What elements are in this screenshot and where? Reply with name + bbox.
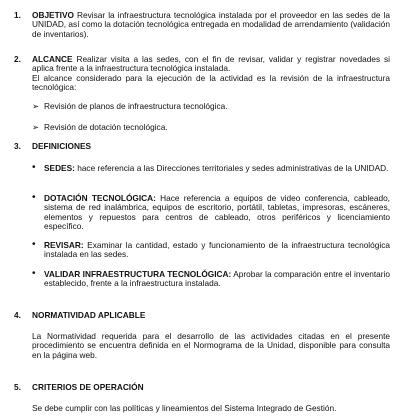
section-title: OBJETIVO [32,10,74,20]
bullet-dot-icon: • [32,162,36,173]
section-normatividad [14,311,390,320]
section-text-2: El alcance considerado para la ejecución de la actividad es la revisión de la infraestructura tecnológica: [32,72,390,93]
bullet-dot-icon: • [32,192,36,203]
section-alcance [14,55,390,93]
definition-text: Aprobar la comparación entre el inventario establecido, frente a la infraestructura instalada. [44,269,390,289]
section-title: CRITERIOS DE OPERACIÓN [32,382,144,392]
definition-item [14,194,390,232]
section-objetivo [14,11,390,39]
definition-term: DOTACIÓN TECNOLÓGICA: [44,193,156,203]
section-criterios-text [14,404,390,413]
section-number: 4. [14,310,21,320]
section-text: La Normatividad requerida para el desarrollo de las actividades citadas en el presente procedimiento se encuentra definida en el Normograma de la Unidad, disponible para consulta en la página web. [32,331,390,360]
section-number: 3. [14,141,21,151]
definition-item [14,270,390,289]
arrow-bullet-icon: ➢ [32,101,39,111]
bullet-item [14,102,390,111]
section-criterios [14,383,390,392]
definition-term: SEDES: [44,163,75,173]
bullet-item [14,123,390,132]
section-definiciones [14,142,390,151]
arrow-bullet-icon: ➢ [32,122,39,132]
section-text: Se debe cumplir con las políticas y lineamientos del Sistema Integrado de Gestión. [32,403,337,413]
section-title: ALCANCE [32,54,73,64]
definition-item [14,241,390,260]
definition-item [14,164,390,173]
section-text: Realizar visita a las sedes, con el fin de revisar, validar y registrar novedades si aplica frente a la infraestructura tecnológica instalada. [32,54,390,74]
bullet-dot-icon: • [32,239,36,250]
section-text: Revisar la infraestructura tecnológica instalada por el proveedor en las sedes de la UNIDAD, así como la dotación tecnológica entregada en modalidad de arrendamiento (validación de inventarios). [32,10,390,39]
definition-text: Examinar la cantidad, estado y funcionamiento de la infraestructura tecnológica instalada en las sedes. [44,240,390,260]
definition-text: Hace referencia a equipos de video conferencia, cableado, sistema de red inalámbrica, equipos de escritorio, portátil, tabletas, impresoras, escáneres, elementos y repuestos para centros de cableado, otros periféricos y licenciamiento específico. [44,193,390,232]
definition-term: REVISAR: [44,240,84,250]
bullet-text: Revisión de dotación tecnológica. [44,122,168,132]
section-title: DEFINICIONES [32,141,92,151]
bullet-text: Revisión de planos de infraestructura tecnológica. [44,101,228,111]
bullet-dot-icon: • [32,268,36,279]
section-title: NORMATIVIDAD APLICABLE [32,310,146,320]
section-number: 2. [14,54,21,64]
section-number: 1. [14,10,21,20]
section-normatividad-text [14,332,390,360]
definition-term: VALIDAR INFRAESTRUCTURA TECNOLÓGICA: [44,269,232,279]
definition-text: hace referencia a las Direcciones territoriales y sedes administrativas de la UNIDAD. [77,163,389,173]
section-number: 5. [14,382,21,392]
